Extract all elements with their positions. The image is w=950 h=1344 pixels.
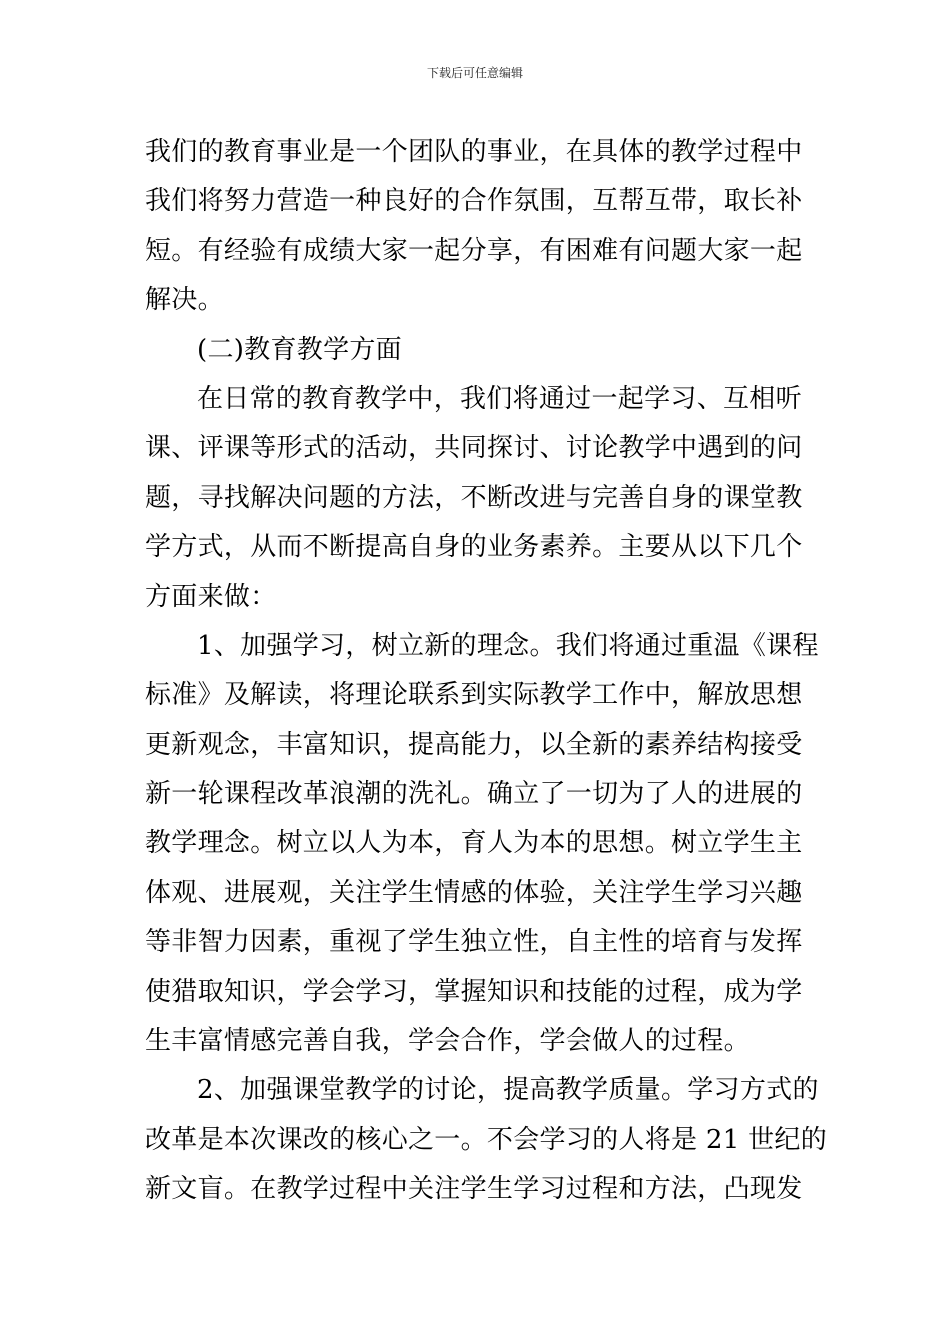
text-line: 生丰富情感完善自我，学会合作，学会做人的过程。 [145, 1026, 750, 1057]
text-line: 教学理念。树立以人为本，育人为本的思想。树立学生主 [145, 828, 803, 859]
text-line: 2、加强课堂教学的讨论，提高教学质量。学习方式的 [197, 1075, 819, 1106]
text-line: 课、评课等形式的活动，共同探讨、讨论教学中遇到的问 [145, 433, 803, 464]
text-line: 短。有经验有成绩大家一起分享，有困难有问题大家一起 [145, 235, 803, 266]
page-header: 下载后可任意编辑 [426, 66, 523, 80]
text-line: 我们的教育事业是一个团队的事业，在具体的教学过程中 [145, 137, 803, 167]
text-line: 更新观念，丰富知识，提高能力，以全新的素养结构接受 [145, 729, 803, 760]
document-body [145, 128, 828, 1215]
text-line: 在日常的教育教学中，我们将通过一起学习、互相听 [197, 383, 802, 414]
text-line: 我们将努力营造一种良好的合作氛围，互帮互带，取长补 [145, 186, 803, 217]
section-heading: (二)教育教学方面 [197, 334, 402, 365]
text-line: 新一轮课程改革浪潮的洗礼。确立了一切为了人的进展的 [145, 779, 803, 810]
text-line: 1、加强学习，树立新的理念。我们将通过重温《课程 [197, 630, 819, 661]
text-line: 方面来做： [145, 581, 277, 612]
text-line: 使猎取知识，学会学习，掌握知识和技能的过程，成为学 [145, 976, 803, 1007]
text-line: 改革是本次课改的核心之一。不会学习的人将是 21 世纪的 [145, 1124, 828, 1155]
text-line: 等非智力因素，重视了学生独立性，自主性的培育与发挥 [145, 927, 803, 958]
text-line: 学方式，从而不断提高自身的业务素养。主要从以下几个 [145, 532, 803, 563]
text-line: 题，寻找解决问题的方法，不断改进与完善自身的课堂教 [145, 482, 803, 513]
text-line: 解决。 [145, 285, 224, 316]
text-line: 标准》及解读，将理论联系到实际教学工作中，解放思想 [145, 680, 803, 711]
text-line: 新文盲。在教学过程中关注学生学习过程和方法，凸现发 [145, 1174, 803, 1205]
text-line: 体观、进展观，关注学生情感的体验，关注学生学习兴趣 [145, 877, 803, 908]
